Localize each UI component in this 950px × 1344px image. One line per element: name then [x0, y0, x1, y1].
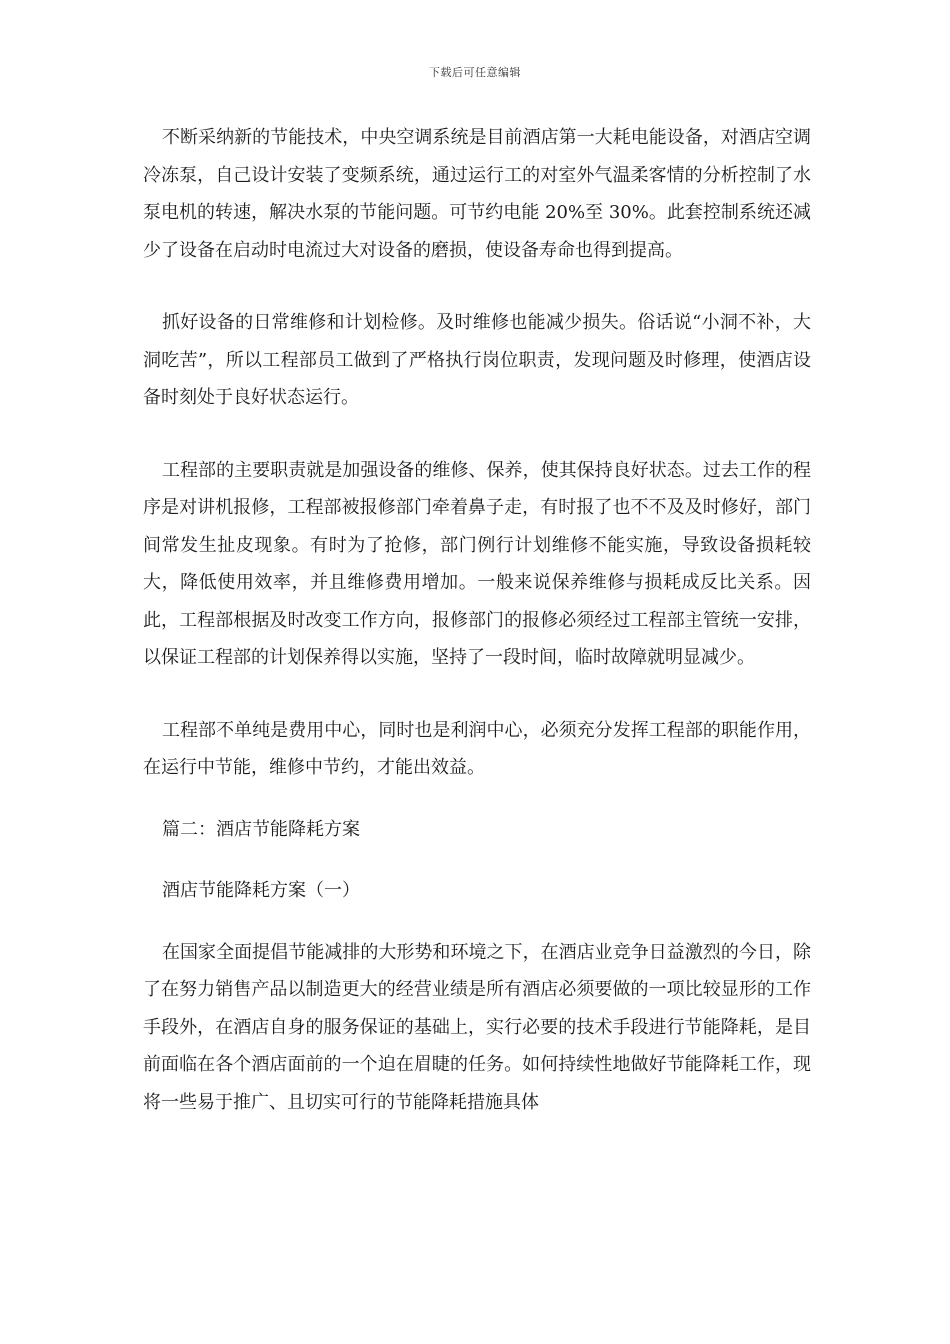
paragraph-profit-center: 工程部不单纯是费用中心，同时也是利润中心，必须充分发挥工程部的职能作用，在运行中节能，维修中节约，才能出效益。	[143, 719, 811, 778]
paragraph-maintenance: 抓好设备的日常维修和计划检修。及时维修也能减少损失。俗话说“小洞不补，大洞吃苦”，所以工程部员工做到了严格执行岗位职责，发现问题及时修理，使酒店设备时刻处于良好状态运行。	[143, 312, 811, 408]
page-header-note: 下载后可任意编辑	[429, 66, 521, 79]
section-subheading-plan-one: 酒店节能降耗方案（一）	[162, 880, 360, 901]
document-body	[143, 119, 811, 1156]
paragraph-energy-tech: 不断采纳新的节能技术，中央空调系统是目前酒店第一大耗电能设备，对酒店空调冷冻泵，自己设计安装了变频系统，通过运行工的对室外气温柔客情的分析控制了水泵电机的转速，解决水泵的节能问题。可节约电能 20%至 30%。此套控制系统还减少了设备在启动时电流过大对设备的磨损，使设备寿命也得到提高。	[143, 127, 811, 261]
paragraph-national-policy: 在国家全面提倡节能减排的大形势和环境之下，在酒店业竞争日益激烈的今日，除了在努力销售产品以制造更大的经营业绩是所有酒店必须要做的一项比较显形的工作手段外，在酒店自身的服务保证的基础上，实行必要的技术手段进行节能降耗，是目前面临在各个酒店面前的一个迫在眉睫的任务。如何持续性地做好节能降耗工作，现将一些易于推广、且切实可行的节能降耗措施具体	[143, 941, 811, 1113]
paragraph-engineering-duties: 工程部的主要职责就是加强设备的维修、保养，使其保持良好状态。过去工作的程序是对讲机报修，工程部被报修部门牵着鼻子走，有时报了也不不及及时修好，部门间常发生扯皮现象。有时为了抢修，部门例行计划维修不能实施，导致设备损耗较大，降低使用效率，并且维修费用增加。一般来说保养维修与损耗成反比关系。因此，工程部根据及时改变工作方向，报修部门的报修必须经过工程部主管统一安排，以保证工程部的计划保养得以实施，坚持了一段时间，临时故障就明显减少。	[143, 459, 811, 668]
section-heading-part-two: 篇二：酒店节能降耗方案	[162, 818, 360, 840]
